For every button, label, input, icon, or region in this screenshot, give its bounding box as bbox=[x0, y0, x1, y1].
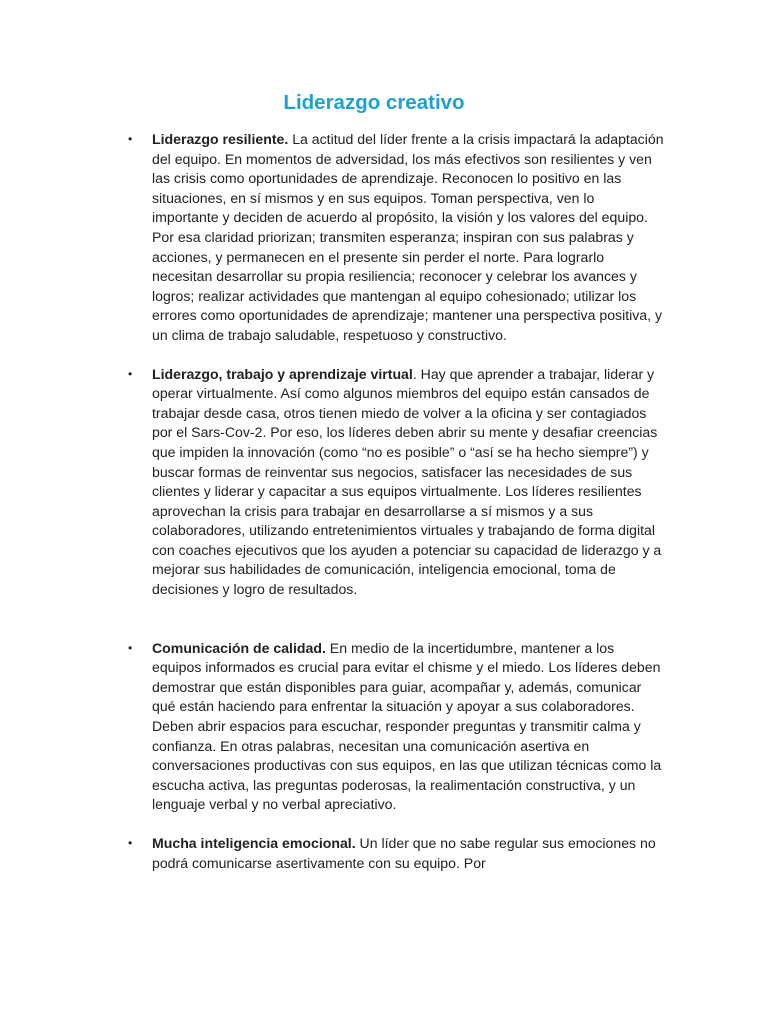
list-item-virtual-leadership bbox=[128, 365, 664, 600]
list-item-quality-communication bbox=[128, 639, 664, 815]
item-text: La actitud del líder frente a la crisis impactará la adaptación del equipo. En momentos de adversidad, los más efectivos son resilientes y ven las crisis como oportunidades de aprendizaje. Reconocen lo positivo en las situaciones, en sí mismos y en sus equipos. Toman perspectiva, ven lo importante y deciden de acuerdo al propósito, la visión y los valores del equipo. Por esa claridad priorizan; transmiten esperanza; inspiran con sus palabras y acciones, y permanecen en el presente sin perder el norte. Para lograrlo necesitan desarrollar su propia resiliencia; reconocer y celebrar los avances y logros; realizar actividades que mantengan al equipo cohesionado; utilizar los errores como oportunidades de aprendizaje; mantener una perspectiva positiva, y un clima de trabajo saludable, respetuoso y constructivo. bbox=[152, 131, 664, 343]
item-text: Un líder que no sabe regular sus emociones no podrá comunicarse asertivamente con su equipo. Por bbox=[152, 835, 656, 871]
item-heading: Liderazgo, trabajo y aprendizaje virtual bbox=[152, 365, 413, 382]
list-item-resilient-leadership bbox=[128, 130, 664, 346]
bullet-icon: • bbox=[128, 366, 133, 381]
bullet-list bbox=[128, 130, 664, 873]
bullet-icon: • bbox=[128, 132, 133, 146]
document-title: Liderazgo creativo bbox=[283, 91, 465, 114]
item-heading: Mucha inteligencia emocional. bbox=[152, 835, 356, 851]
item-heading: Liderazgo resiliente. bbox=[152, 131, 289, 147]
list-item-emotional-intelligence bbox=[128, 834, 664, 873]
bullet-icon: • bbox=[128, 640, 133, 655]
item-text: . Hay que aprender a trabajar, liderar y operar virtualmente. Así como algunos miembros del equipo están cansados de trabajar desde casa, otros tienen miedo de volver a la oficina y ser contagiados por el Sars-Cov-2. Por eso, los líderes deben abrir su mente y desafiar creencias que impiden la innovación (como “no es posible” o “así se ha hecho siempre”) y buscar formas de reinventar sus negocios, satisfacer las necesidades de sus clientes y liderar y capacitar a sus equipos virtualmente. Los líderes resilientes aprovechan la crisis para trabajar en desarrollarse a sí mismos y a sus colaboradores, utilizando entretenimientos virtuales y trabajando de forma digital con coaches ejecutivos que los ayuden a potenciar su capacidad de liderazgo y a mejorar sus habilidades de comunicación, inteligencia emocional, toma de decisiones y logro de resultados. bbox=[152, 365, 662, 598]
item-text: En medio de la incertidumbre, mantener a los equipos informados es crucial para evitar el chisme y el miedo. Los líderes deben demostrar que están disponibles para guiar, acompañar y, además, comunicar qué están haciendo para enfrentar la situación y apoyar a sus colaboradores. Deben abrir espacios para escuchar, responder preguntas y transmitir calma y confianza. En otras palabras, necesitan una comunicación asertiva en conversaciones productivas con sus equipos, en las que utilizan técnicas como la escucha activa, las preguntas poderosas, la realimentación constructiva, y un lenguaje verbal y no verbal apreciativo. bbox=[152, 639, 662, 813]
bullet-icon: • bbox=[128, 836, 133, 850]
item-heading: Comunicación de calidad. bbox=[152, 639, 326, 656]
